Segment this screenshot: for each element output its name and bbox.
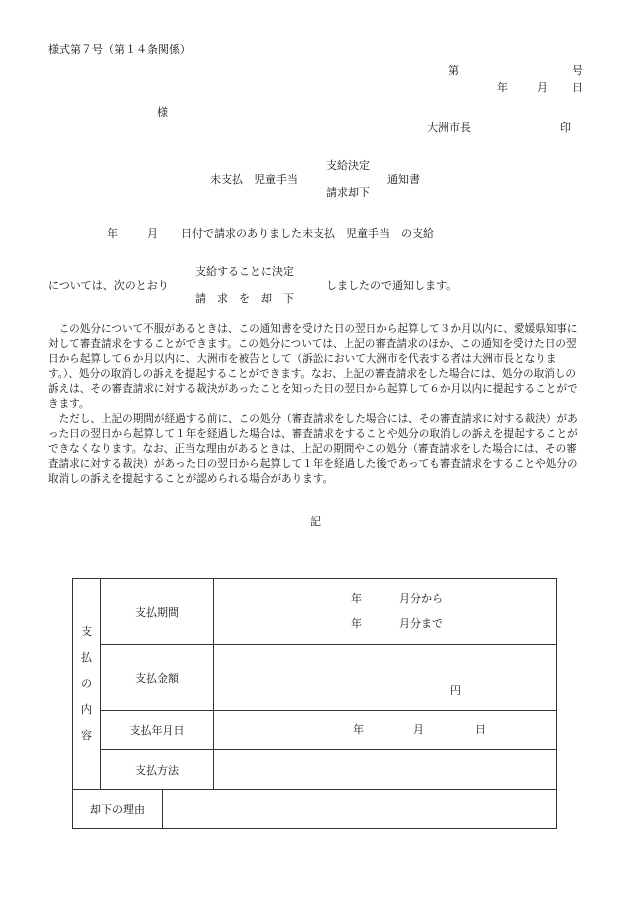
- row-pay-date: [73, 711, 557, 750]
- date-year: 年: [497, 81, 508, 94]
- doc-number-suffix: 号: [572, 64, 583, 77]
- seal-mark: 印: [560, 121, 571, 134]
- payment-table: [72, 578, 557, 829]
- row-reject-reason: [73, 790, 557, 829]
- reject-reason-label: 却下の理由: [73, 790, 163, 828]
- title-right: 通知書: [387, 173, 420, 186]
- title-option-approve: 支給決定: [326, 159, 370, 172]
- result-option-reject: 請 求 を 却 下: [195, 292, 294, 305]
- pay-date-value[interactable]: 年 月 日: [214, 711, 557, 750]
- date-month: 月: [537, 81, 548, 94]
- date-day: 日: [572, 81, 583, 94]
- result-suffix: しましたので通知します。: [326, 279, 458, 292]
- form-number: 様式第７号（第１４条関係）: [48, 43, 191, 56]
- issuer-name: 大洲市長: [427, 121, 471, 134]
- doc-number-prefix: 第: [448, 64, 459, 77]
- amount-label: 支払金額: [101, 645, 214, 711]
- method-label: 支払方法: [101, 750, 214, 790]
- addressee-honorific: 様: [157, 106, 168, 119]
- request-year: 年: [107, 227, 118, 240]
- title-left: 未支払 児童手当: [210, 173, 298, 186]
- amount-value[interactable]: 円: [214, 645, 557, 711]
- group-label: 支 払 の 内 容: [73, 579, 101, 790]
- method-value[interactable]: [214, 750, 557, 790]
- row-method: [73, 750, 557, 790]
- title-option-reject: 請求却下: [326, 186, 370, 199]
- period-value[interactable]: 年 月分から 年 月分まで: [214, 579, 557, 645]
- ki-heading: 記: [310, 515, 321, 528]
- pay-date-label: 支払年月日: [101, 711, 214, 750]
- appeal-notice: [48, 322, 586, 487]
- row-period: [73, 579, 557, 645]
- reject-reason-value[interactable]: [163, 790, 556, 828]
- result-option-approve: 支給することに決定: [195, 265, 294, 278]
- request-text: 日付で請求のありました未支払 児童手当 の支給: [181, 227, 434, 240]
- appeal-paragraph: この処分について不服があるときは、この通知書を受けた日の翌日から起算して３か月以内に、愛媛県知事に対して審査請求をすることができます。この処分については、上記の審査請求のほか、この通知を受けた日の翌日から起算して６か月以内に、大洲市を被告として（訴訟において大洲市を代表する者は大洲市長となります。）、処分の取消しの訴えを提起することができます。なお、上記の審査請求をした場合には、処分の取消しの訴えは、その審査請求に対する裁決があったことを知った日の翌日から起算して６か月以内に提起することができます。: [48, 323, 578, 410]
- row-amount: [73, 645, 557, 711]
- appeal-paragraph: ただし、上記の期間が経過する前に、この処分（審査請求をした場合には、その審査請求に対する裁決）があった日の翌日から起算して１年を経過した場合は、審査請求をすることや処分の取消しの訴えを提起することができなくなります。なお、正当な理由があるときは、上記の期間やこの処分（審査請求をした場合には、その審査請求に対する裁決）があった日の翌日から起算して１年を経過した後であっても審査請求をすることや処分の取消しの訴えを提起することが認められる場合があります。: [48, 413, 578, 485]
- result-prefix: については、次のとおり: [48, 279, 169, 292]
- request-month: 月: [147, 227, 158, 240]
- period-label: 支払期間: [101, 579, 214, 645]
